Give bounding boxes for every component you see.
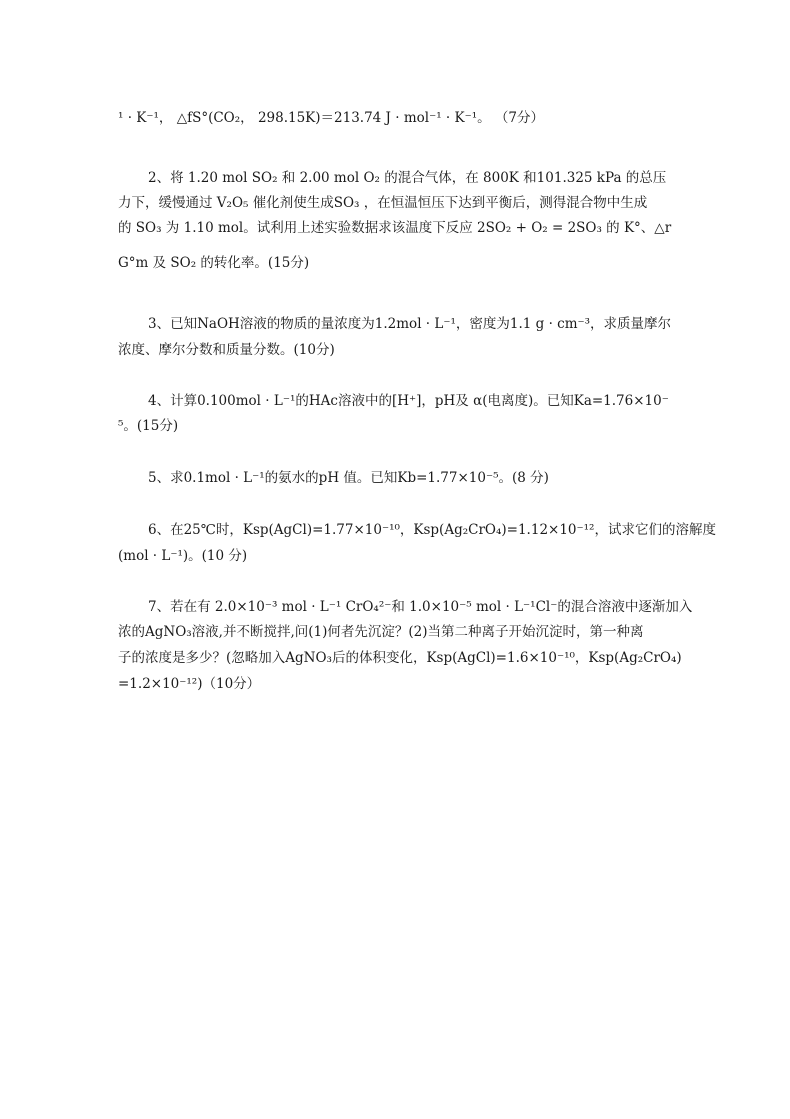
- q7-line-2: 浓的AgNO₃溶液,并不断搅拌,问(1)何者先沉淀？(2)当第二种离子开始沉淀时，第一种离: [118, 624, 644, 640]
- q3-line-1: 3、已知NaOH溶液的物质的量浓度为1.2mol · L⁻¹，密度为1.1 g · cm⁻³，求质量摩尔: [148, 316, 672, 332]
- q2-line-2: 力下，缓慢通过 V₂O₅ 催化剂使生成SO₃ ，在恒温恒压下达到平衡后，测得混合物中生成: [118, 195, 648, 211]
- q7-line-3: 子的浓度是多少？(忽略加入AgNO₃后的体积变化，Ksp(AgCl)=1.6×10⁻¹⁰，Ksp(Ag₂CrO₄): [118, 650, 682, 666]
- q7-line-4: =1.2×10⁻¹²)（10分）: [118, 676, 261, 692]
- q2-line-4: G°m 及 SO₂ 的转化率。(15分): [118, 255, 310, 271]
- q6-line-1: 6、在25℃时，Ksp(AgCl)=1.77×10⁻¹⁰，Ksp(Ag₂CrO₄)=1.12×10⁻¹²，试求它们的溶解度: [148, 522, 716, 538]
- q4-line-1: 4、计算0.100mol · L⁻¹的HAc溶液中的[H⁺]，pH及 α(电离度)。已知Ka=1.76×10⁻: [148, 393, 669, 409]
- q2-line-3: 的 SO₃ 为 1.10 mol。试利用上述实验数据求该温度下反应 2SO₂ + O₂ = 2SO₃ 的 K°、△r: [118, 220, 672, 236]
- q1-tail-line: ¹ · K⁻¹， △fS°(CO₂， 298.15K)＝213.74 J · mol⁻¹ · K⁻¹。 （7分）: [118, 110, 545, 126]
- q4-line-2: ⁵。(15分): [118, 418, 179, 434]
- q7-line-1: 7、若在有 2.0×10⁻³ mol · L⁻¹ CrO₄²⁻和 1.0×10⁻⁵ mol · L⁻¹Cl⁻的混合溶液中逐渐加入: [148, 599, 693, 615]
- q5-line-1: 5、求0.1mol · L⁻¹的氨水的pH 值。已知Kb=1.77×10⁻⁵。(8 分): [148, 470, 549, 486]
- q6-line-2: (mol · L⁻¹)。(10 分): [118, 548, 248, 564]
- q3-line-2: 浓度、摩尔分数和质量分数。(10分): [118, 342, 335, 358]
- q2-line-1: 2、将 1.20 mol SO₂ 和 2.00 mol O₂ 的混合气体，在 800K 和101.325 kPa 的总压: [148, 170, 667, 186]
